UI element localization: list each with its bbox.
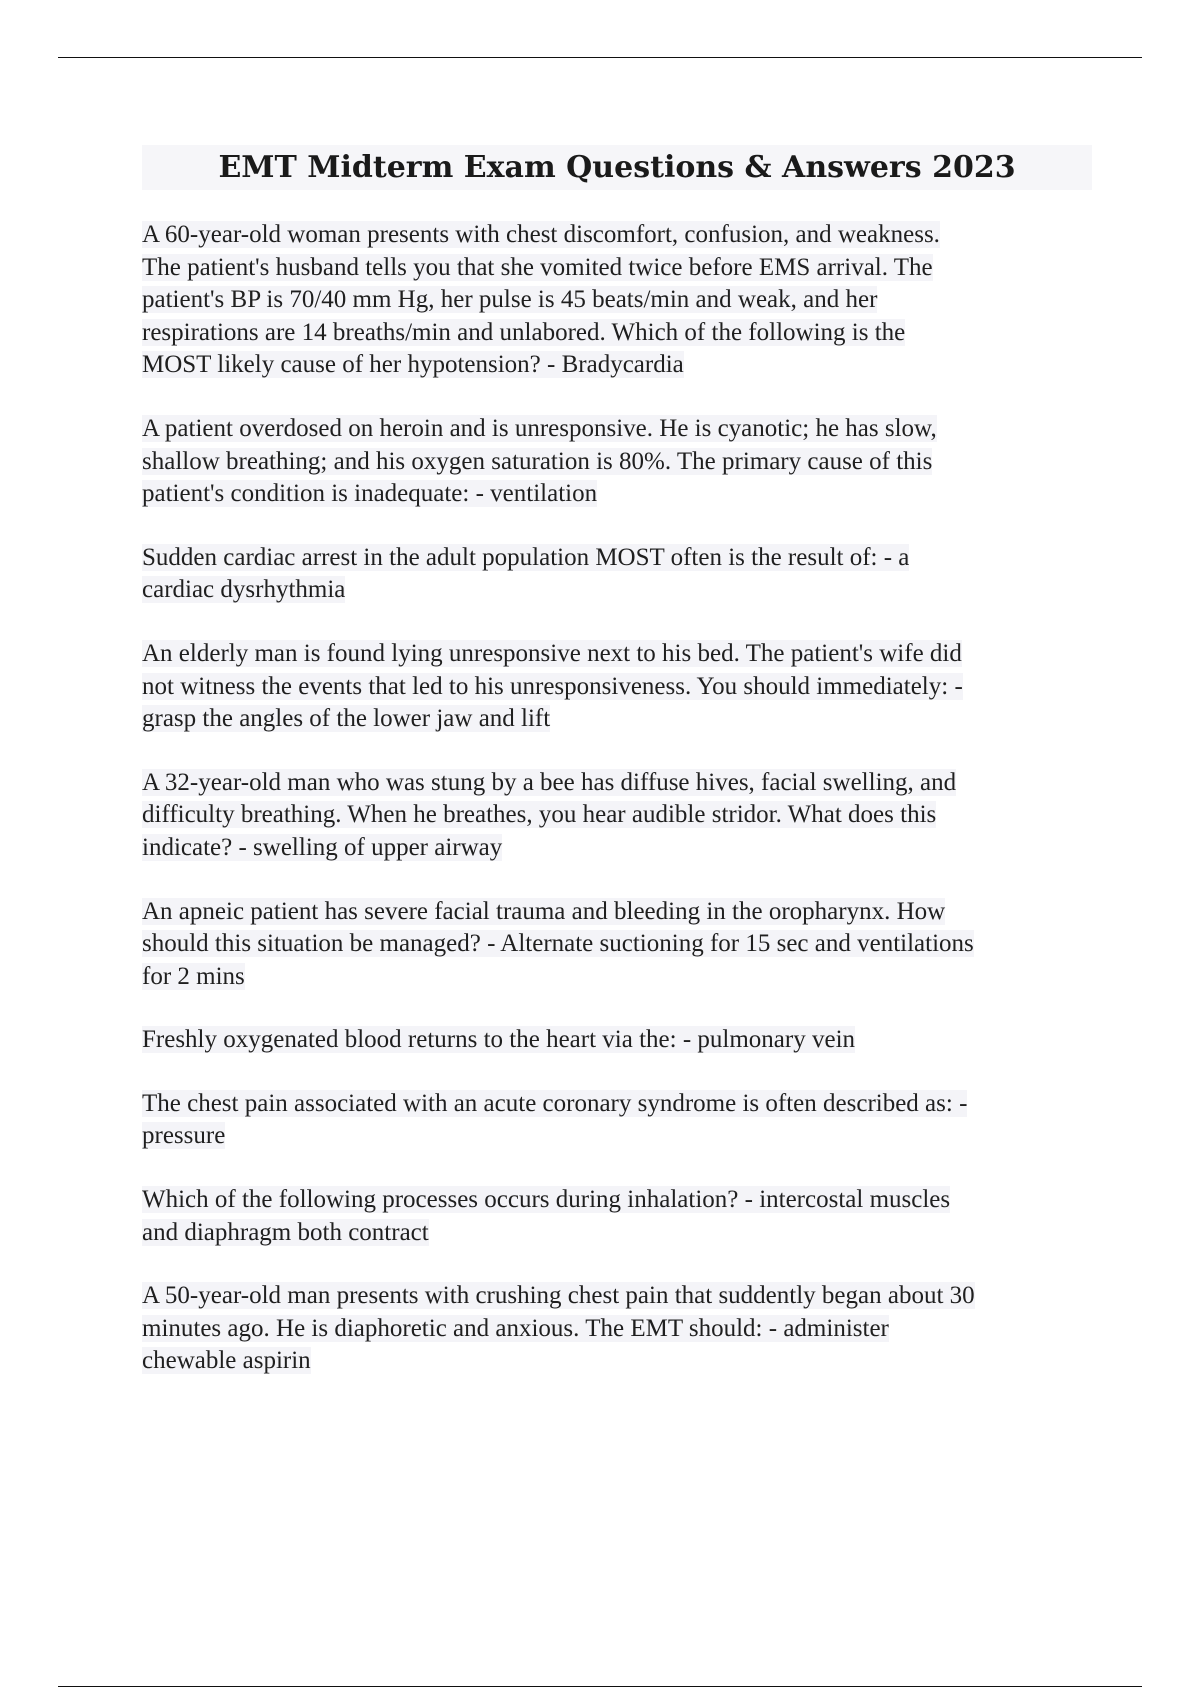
qa-item [142, 1024, 1092, 1057]
qa-line: cardiac dysrhythmia [142, 576, 346, 604]
qa-line: indicate? - swelling of upper airway [142, 833, 503, 861]
qa-line: difficulty breathing. When he breathes, you hear audible stridor. What does this [142, 801, 937, 829]
qa-line: A 60-year-old woman presents with chest discomfort, confusion, and weakness. [142, 221, 940, 248]
qa-item [142, 767, 1092, 865]
qa-item [142, 413, 1092, 511]
qa-line: Freshly oxygenated blood returns to the heart via the: - pulmonary vein [142, 1026, 856, 1054]
page-title: EMT Midterm Exam Questions & Answers 2023 [142, 145, 1092, 190]
qa-line: A 32-year-old man who was stung by a bee has diffuse hives, facial swelling, and [142, 768, 957, 796]
qa-line: pressure [142, 1122, 226, 1150]
qa-line: patient's condition is inadequate: - ventilation [142, 480, 598, 508]
qa-item [142, 1184, 1092, 1249]
qa-item [142, 896, 1092, 994]
qa-line: respirations are 14 breaths/min and unlabored. Which of the following is the [142, 318, 906, 346]
qa-item [142, 638, 1092, 736]
qa-line: A patient overdosed on heroin and is unresponsive. He is cyanotic; he has slow, [142, 414, 937, 442]
qa-line: A 50-year-old man presents with crushing chest pain that suddently began about 30 [142, 1282, 975, 1310]
header-rule [58, 57, 1142, 58]
qa-line: MOST likely cause of her hypotension? - Bradycardia [142, 351, 684, 379]
qa-line: minutes ago. He is diaphoretic and anxious. The EMT should: - administer [142, 1314, 889, 1342]
qa-line: The patient's husband tells you that she vomited twice before EMS arrival. The [142, 253, 933, 281]
qa-line: Sudden cardiac arrest in the adult population MOST often is the result of: - a [142, 543, 910, 571]
qa-item [142, 219, 1092, 382]
qa-line: for 2 mins [142, 962, 245, 990]
qa-line: patient's BP is 70/40 mm Hg, her pulse is 45 beats/min and weak, and her [142, 286, 878, 314]
qa-line: not witness the events that led to his unresponsiveness. You should immediately: - [142, 672, 963, 700]
qa-line: An elderly man is found lying unresponsive next to his bed. The patient's wife did [142, 639, 962, 667]
qa-item [142, 1280, 1092, 1378]
qa-line: grasp the angles of the lower jaw and lift [142, 705, 551, 733]
qa-line: shallow breathing; and his oxygen saturation is 80%. The primary cause of this [142, 447, 933, 475]
qa-item [142, 1088, 1092, 1153]
footer-rule [58, 1686, 1142, 1687]
document-body [142, 145, 1092, 1409]
qa-line: The chest pain associated with an acute coronary syndrome is often described as: - [142, 1089, 968, 1117]
qa-line: chewable aspirin [142, 1347, 311, 1375]
qa-line: should this situation be managed? - Alternate suctioning for 15 sec and ventilations [142, 930, 974, 958]
qa-line: and diaphragm both contract [142, 1218, 429, 1246]
qa-item [142, 542, 1092, 607]
qa-line: Which of the following processes occurs during inhalation? - intercostal muscles [142, 1186, 951, 1214]
qa-line: An apneic patient has severe facial trauma and bleeding in the oropharynx. How [142, 897, 946, 925]
